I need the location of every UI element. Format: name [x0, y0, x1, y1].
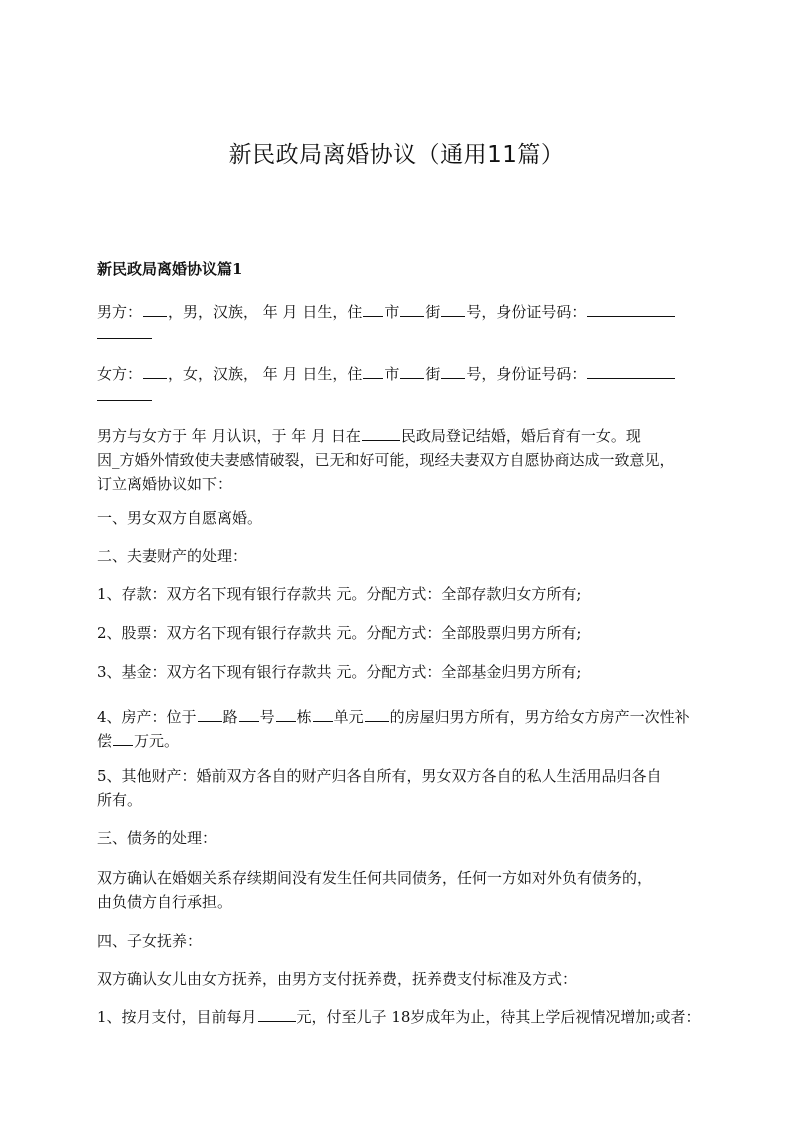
debt-text: 由负债方自行承担。 — [97, 893, 233, 911]
section-heading: 新民政局离婚协议篇1 — [97, 260, 243, 278]
building-blank — [276, 707, 296, 722]
house-item — [97, 705, 717, 753]
woman-info-paragraph — [97, 362, 717, 401]
id-label: 号，身份证号码： — [466, 365, 587, 383]
house-text: 偿 — [97, 732, 113, 750]
id-label: 号，身份证号码： — [466, 303, 587, 321]
intro-text: 男方与女方于 年 月认识，于 年 月 日在 — [97, 427, 361, 445]
deposit-item: 1、存款：双方名下现有银行存款共 元。分配方式：全部存款归女方所有; — [97, 585, 582, 603]
id-blank — [587, 364, 675, 379]
house-text: 号 — [259, 708, 275, 726]
room-blank — [365, 707, 389, 722]
debt-text: 双方确认在婚姻关系存续期间没有发生任何共同债务，任何一方如对外负有债务的， — [97, 869, 653, 887]
house-text: 栋 — [296, 708, 312, 726]
document-title: 新民政局离婚协议（通用11篇） — [228, 142, 565, 168]
payment-text: 1、按月支付，目前每月 — [97, 1008, 257, 1026]
intro-paragraph — [97, 424, 717, 496]
street-blank — [400, 302, 424, 317]
stock-item: 2、股票：双方名下现有银行存款共 元。分配方式：全部股票归男方所有; — [97, 624, 582, 642]
man-label: 男方： — [97, 303, 143, 321]
woman-label: 女方： — [97, 365, 143, 383]
city-blank — [363, 364, 383, 379]
street-blank — [400, 364, 424, 379]
monthly-amount-blank — [258, 1007, 296, 1022]
other-property-text: 5、其他财产：婚前双方各自的财产归各自所有，男女双方各自的私人生活用品归各自 — [97, 767, 662, 785]
street-label: 街 — [425, 303, 441, 321]
other-property-item — [97, 764, 717, 812]
man-info-paragraph — [97, 300, 717, 339]
id-blank-continued — [97, 324, 152, 339]
fund-item: 3、基金：双方名下现有银行存款共 元。分配方式：全部基金归男方所有; — [97, 663, 582, 681]
id-blank — [587, 302, 675, 317]
bureau-blank — [362, 426, 400, 441]
man-detail-text: ，男，汉族， 年 月 日生，住 — [168, 303, 363, 321]
debt-paragraph — [97, 866, 717, 914]
compensation-blank — [113, 731, 133, 746]
number-blank — [441, 364, 465, 379]
house-text: 的房屋归男方所有，男方给女方房产一次性补 — [389, 708, 690, 726]
road-blank — [198, 707, 222, 722]
house-text: 万元。 — [134, 732, 180, 750]
intro-text: 订立离婚协议如下： — [97, 475, 233, 493]
city-label: 市 — [384, 303, 400, 321]
clause-4: 四、子女抚养： — [97, 932, 203, 950]
city-blank — [363, 302, 383, 317]
payment-item — [97, 1005, 717, 1029]
custody-paragraph: 双方确认女儿由女方抚养，由男方支付抚养费，抚养费支付标准及方式： — [97, 970, 578, 988]
payment-text: 元，付至儿子 18岁成年为止，待其上学后视情况增加;或者： — [296, 1008, 701, 1026]
name-blank — [143, 302, 167, 317]
number-blank — [441, 302, 465, 317]
house-text: 路 — [222, 708, 238, 726]
intro-text: 因_方婚外情致使夫妻感情破裂，已无和好可能，现经夫妻双方自愿协商达成一致意见， — [97, 451, 675, 469]
city-label: 市 — [384, 365, 400, 383]
clause-3: 三、债务的处理： — [97, 829, 218, 847]
id-blank-continued — [97, 386, 152, 401]
number-blank — [239, 707, 259, 722]
clause-2: 二、夫妻财产的处理： — [97, 547, 248, 565]
name-blank — [143, 364, 167, 379]
woman-detail-text: ，女，汉族， 年 月 日生，住 — [168, 365, 363, 383]
clause-1: 一、男女双方自愿离婚。 — [97, 509, 263, 527]
house-text: 单元 — [333, 708, 364, 726]
street-label: 街 — [425, 365, 441, 383]
other-property-text: 所有。 — [97, 791, 143, 809]
intro-text: 民政局登记结婚，婚后育有一女。现 — [400, 427, 641, 445]
house-text: 4、房产：位于 — [97, 708, 197, 726]
unit-blank — [313, 707, 333, 722]
